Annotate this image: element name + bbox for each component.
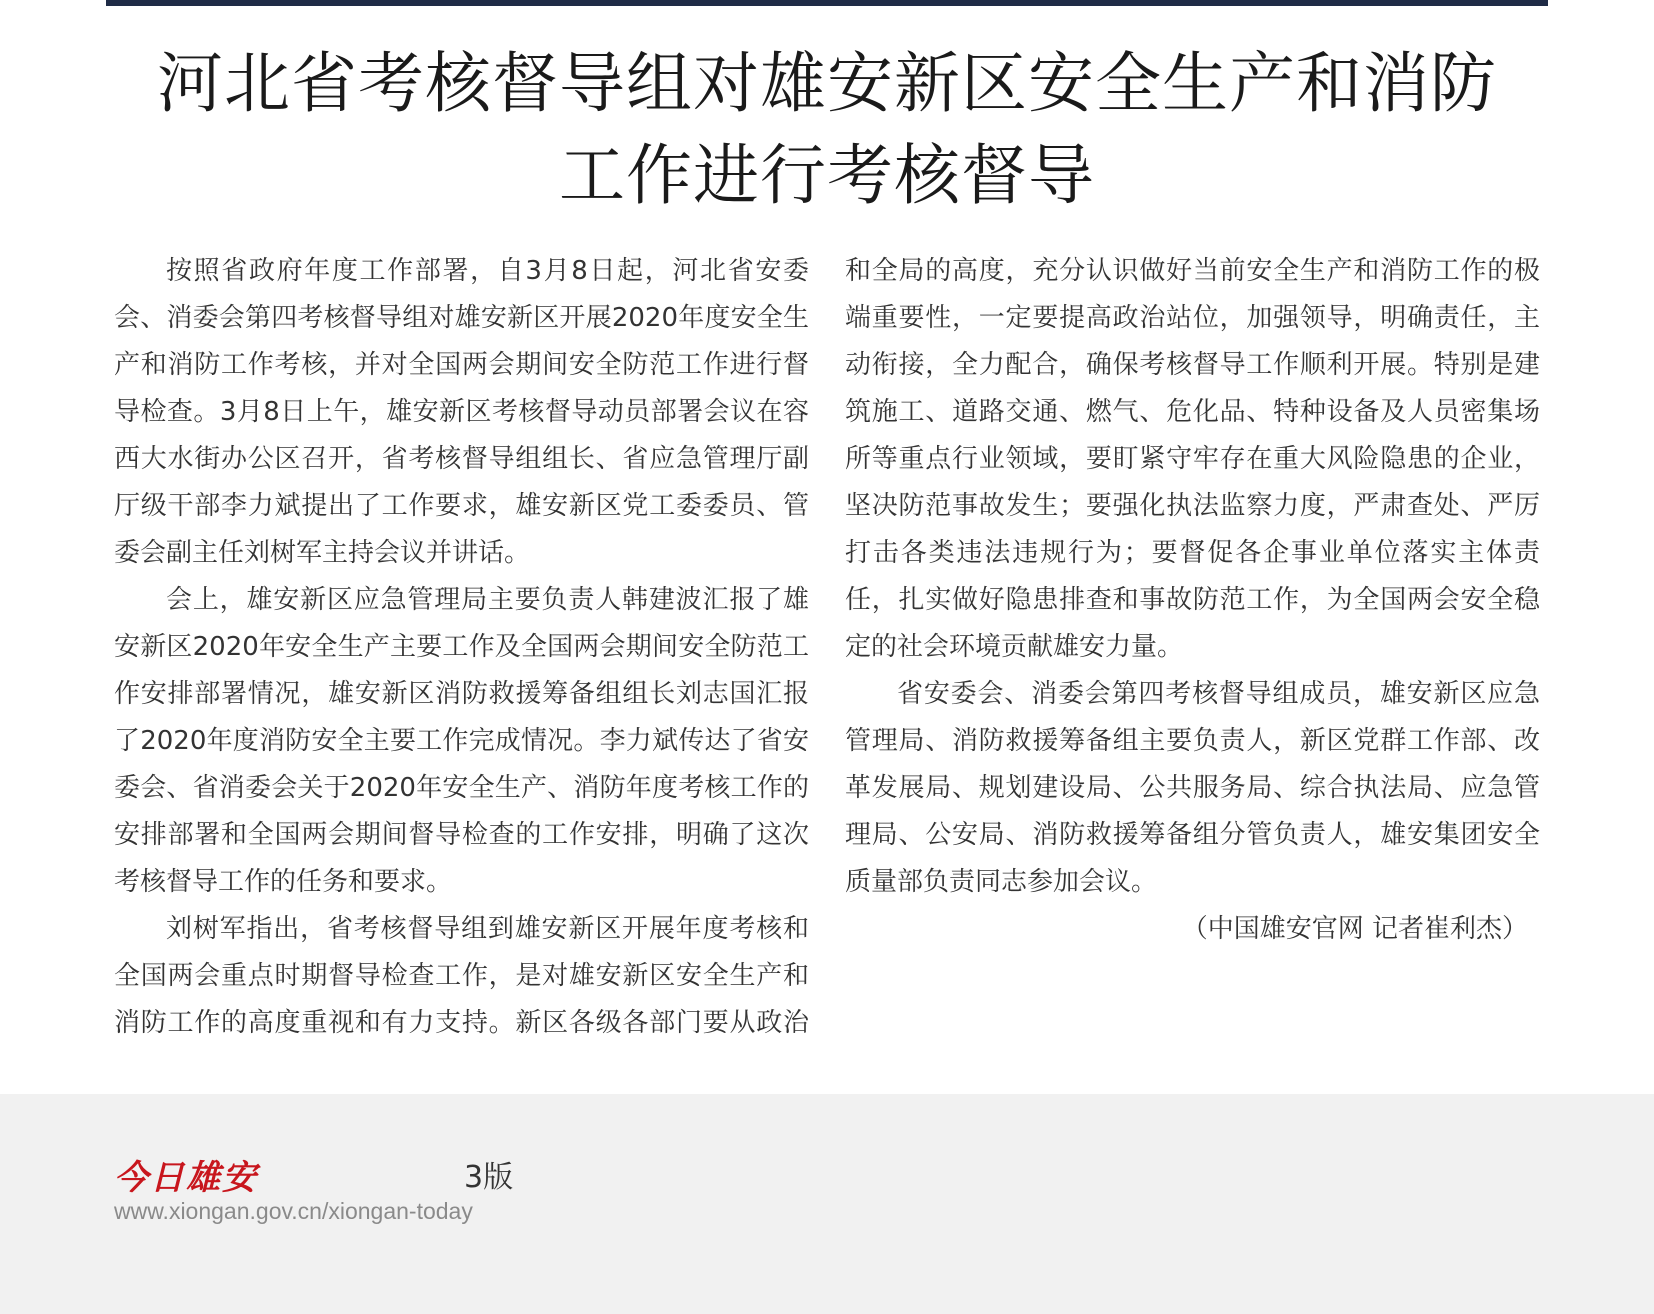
article-credit: （中国雄安官网 记者崔利杰） — [1181, 914, 1528, 944]
brand-logo: 今日雄安 — [114, 1158, 258, 1198]
top-rule — [106, 0, 1548, 6]
article-headline — [106, 38, 1548, 222]
site-url-link[interactable]: www.xiongan.gov.cn/xiongan-today — [114, 1198, 473, 1224]
headline-line-2: 工作进行考核督导 — [559, 137, 1095, 214]
article-paragraph-2: 会上，雄安新区应急管理局主要负责人韩建波汇报了雄安新区2020年安全生产主要工作及全国两会期间安全防范工作安排部署情况，雄安新区消防救援筹备组组长刘志国汇报了2020年度消防安全主要工作完成情况。李力斌传达了省安委会、省消委会关于2020年安全生产、消防年度考核工作的安排部署和全国两会期间督导检查的工作安排，明确了这次考核督导工作的任务和要求。 — [114, 585, 809, 897]
article-paragraph-4: 省安委会、消委会第四考核督导组成员，雄安新区应急管理局、消防救援筹备组主要负责人，新区党群工作部、改革发展局、规划建设局、公共服务局、综合执法局、应急管理局、公安局、消防救援筹备组分管负责人，雄安集团安全质量部负责同志参加会议。 — [845, 679, 1540, 897]
article-paragraph-3: 刘树军指出，省考核督导组到雄安新区开展年度考核和全国两会重点时期督导检查工作，是对雄安新区安全生产和消防工作的高度重视和有力支持。新区各级各部门要从政治和全局的高度，充分认识做好当前安全生产和消防工作的极端重要性，一定要提高政治站位，加强领导，明确责任，主动衔接，全力配合，确保考核督导工作顺利开展。特别是建筑施工、道路交通、燃气、危化品、特种设备及人员密集场所等重点行业领域，要盯紧守牢存在重大风险隐患的企业，坚决防范事故发生；要强化执法监察力度，严肃查处、严厉打击各类违法违规行为；要督促各企事业单位落实主体责任，扎实做好隐患排查和事故防范工作，为全国两会安全稳定的社会环境贡献雄安力量。 — [114, 256, 1540, 1038]
article-body — [114, 248, 1540, 1048]
page-footer — [0, 1094, 1654, 1314]
article-paragraph-1: 按照省政府年度工作部署，自3月8日起，河北省安委会、消委会第四考核督导组对雄安新区开展2020年度安全生产和消防工作考核，并对全国两会期间安全防范工作进行督导检查。3月8日上午，雄安新区考核督导动员部署会议在容西大水街办公区召开，省考核督导组组长、省应急管理厅副厅级干部李力斌提出了工作要求，雄安新区党工委委员、管委会副主任刘树军主持会议并讲话。 — [114, 256, 809, 568]
page-number-label: 3版 — [464, 1160, 514, 1195]
headline-line-1: 河北省考核督导组对雄安新区安全生产和消防 — [157, 45, 1497, 122]
